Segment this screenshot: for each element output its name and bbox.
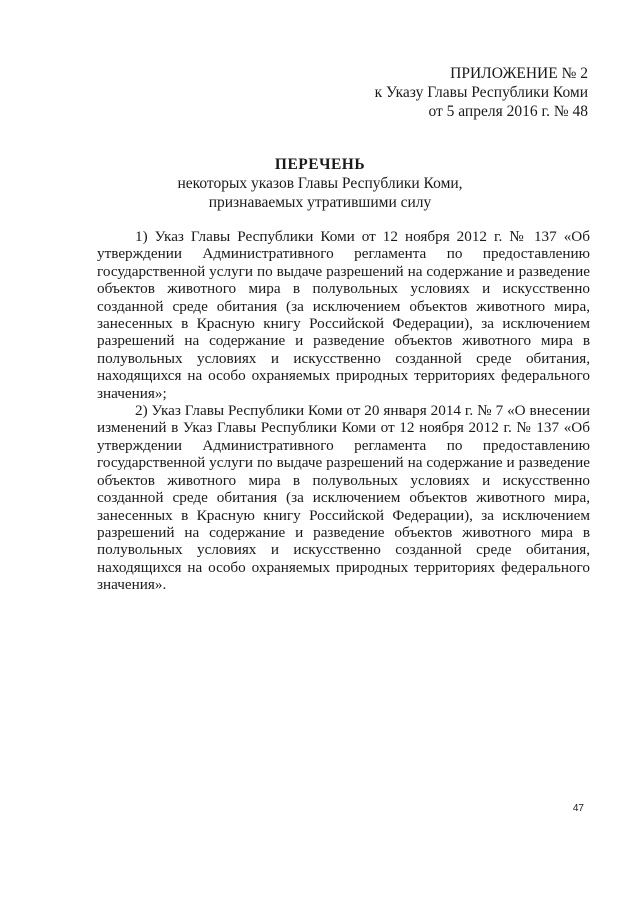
document-subtitle-line-1: некоторых указов Главы Республики Коми, [177,175,463,192]
document-subtitle-line-2: признаваемых утратившими силу [208,194,432,211]
list-item: 1) Указ Главы Республики Коми от 12 ноября 2012 г. № 137 «Об утверждении Административного регламента по предоставлению государственной услуги по выдаче разрешений на содержание и разведение объектов животного мира в полувольных условиях и искусственно созданной среде обитания (за исключением объектов животного мира, занесенных в Красную книгу Российской Федерации), за исключением разрешений на содержание и разведение объектов животного мира в полувольных условиях и искусственно созданной среде обитания, находящихся на особо охраняемых природных территориях федерального значения»; [97,228,590,402]
appendix-decree-reference: к Указу Главы Республики Коми [374,84,588,101]
document-heading [0,155,640,212]
document-title: ПЕРЕЧЕНЬ [274,156,366,173]
list-item: 2) Указ Главы Республики Коми от 20 января 2014 г. № 7 «О внесении изменений в Указ Главы Республики Коми от 12 ноября 2012 г. № 137 «Об утверждении Административного регламента по предоставлению государственной услуги по выдаче разрешений на содержание и разведение объектов животного мира в полувольных условиях и искусственно созданной среде обитания (за исключением объектов животного мира, занесенных в Красную книгу Российской Федерации), за исключением разрешений на содержание и разведение объектов животного мира в полувольных условиях и искусственно созданной среде обитания, находящихся на особо охраняемых природных территориях федерального значения». [97,402,590,594]
page-number: 47 [572,803,584,814]
appendix-header [375,64,588,121]
appendix-number: ПРИЛОЖЕНИЕ № 2 [450,65,588,82]
appendix-decree-date: от 5 апреля 2016 г. № 48 [428,103,588,120]
document-body [97,228,590,594]
